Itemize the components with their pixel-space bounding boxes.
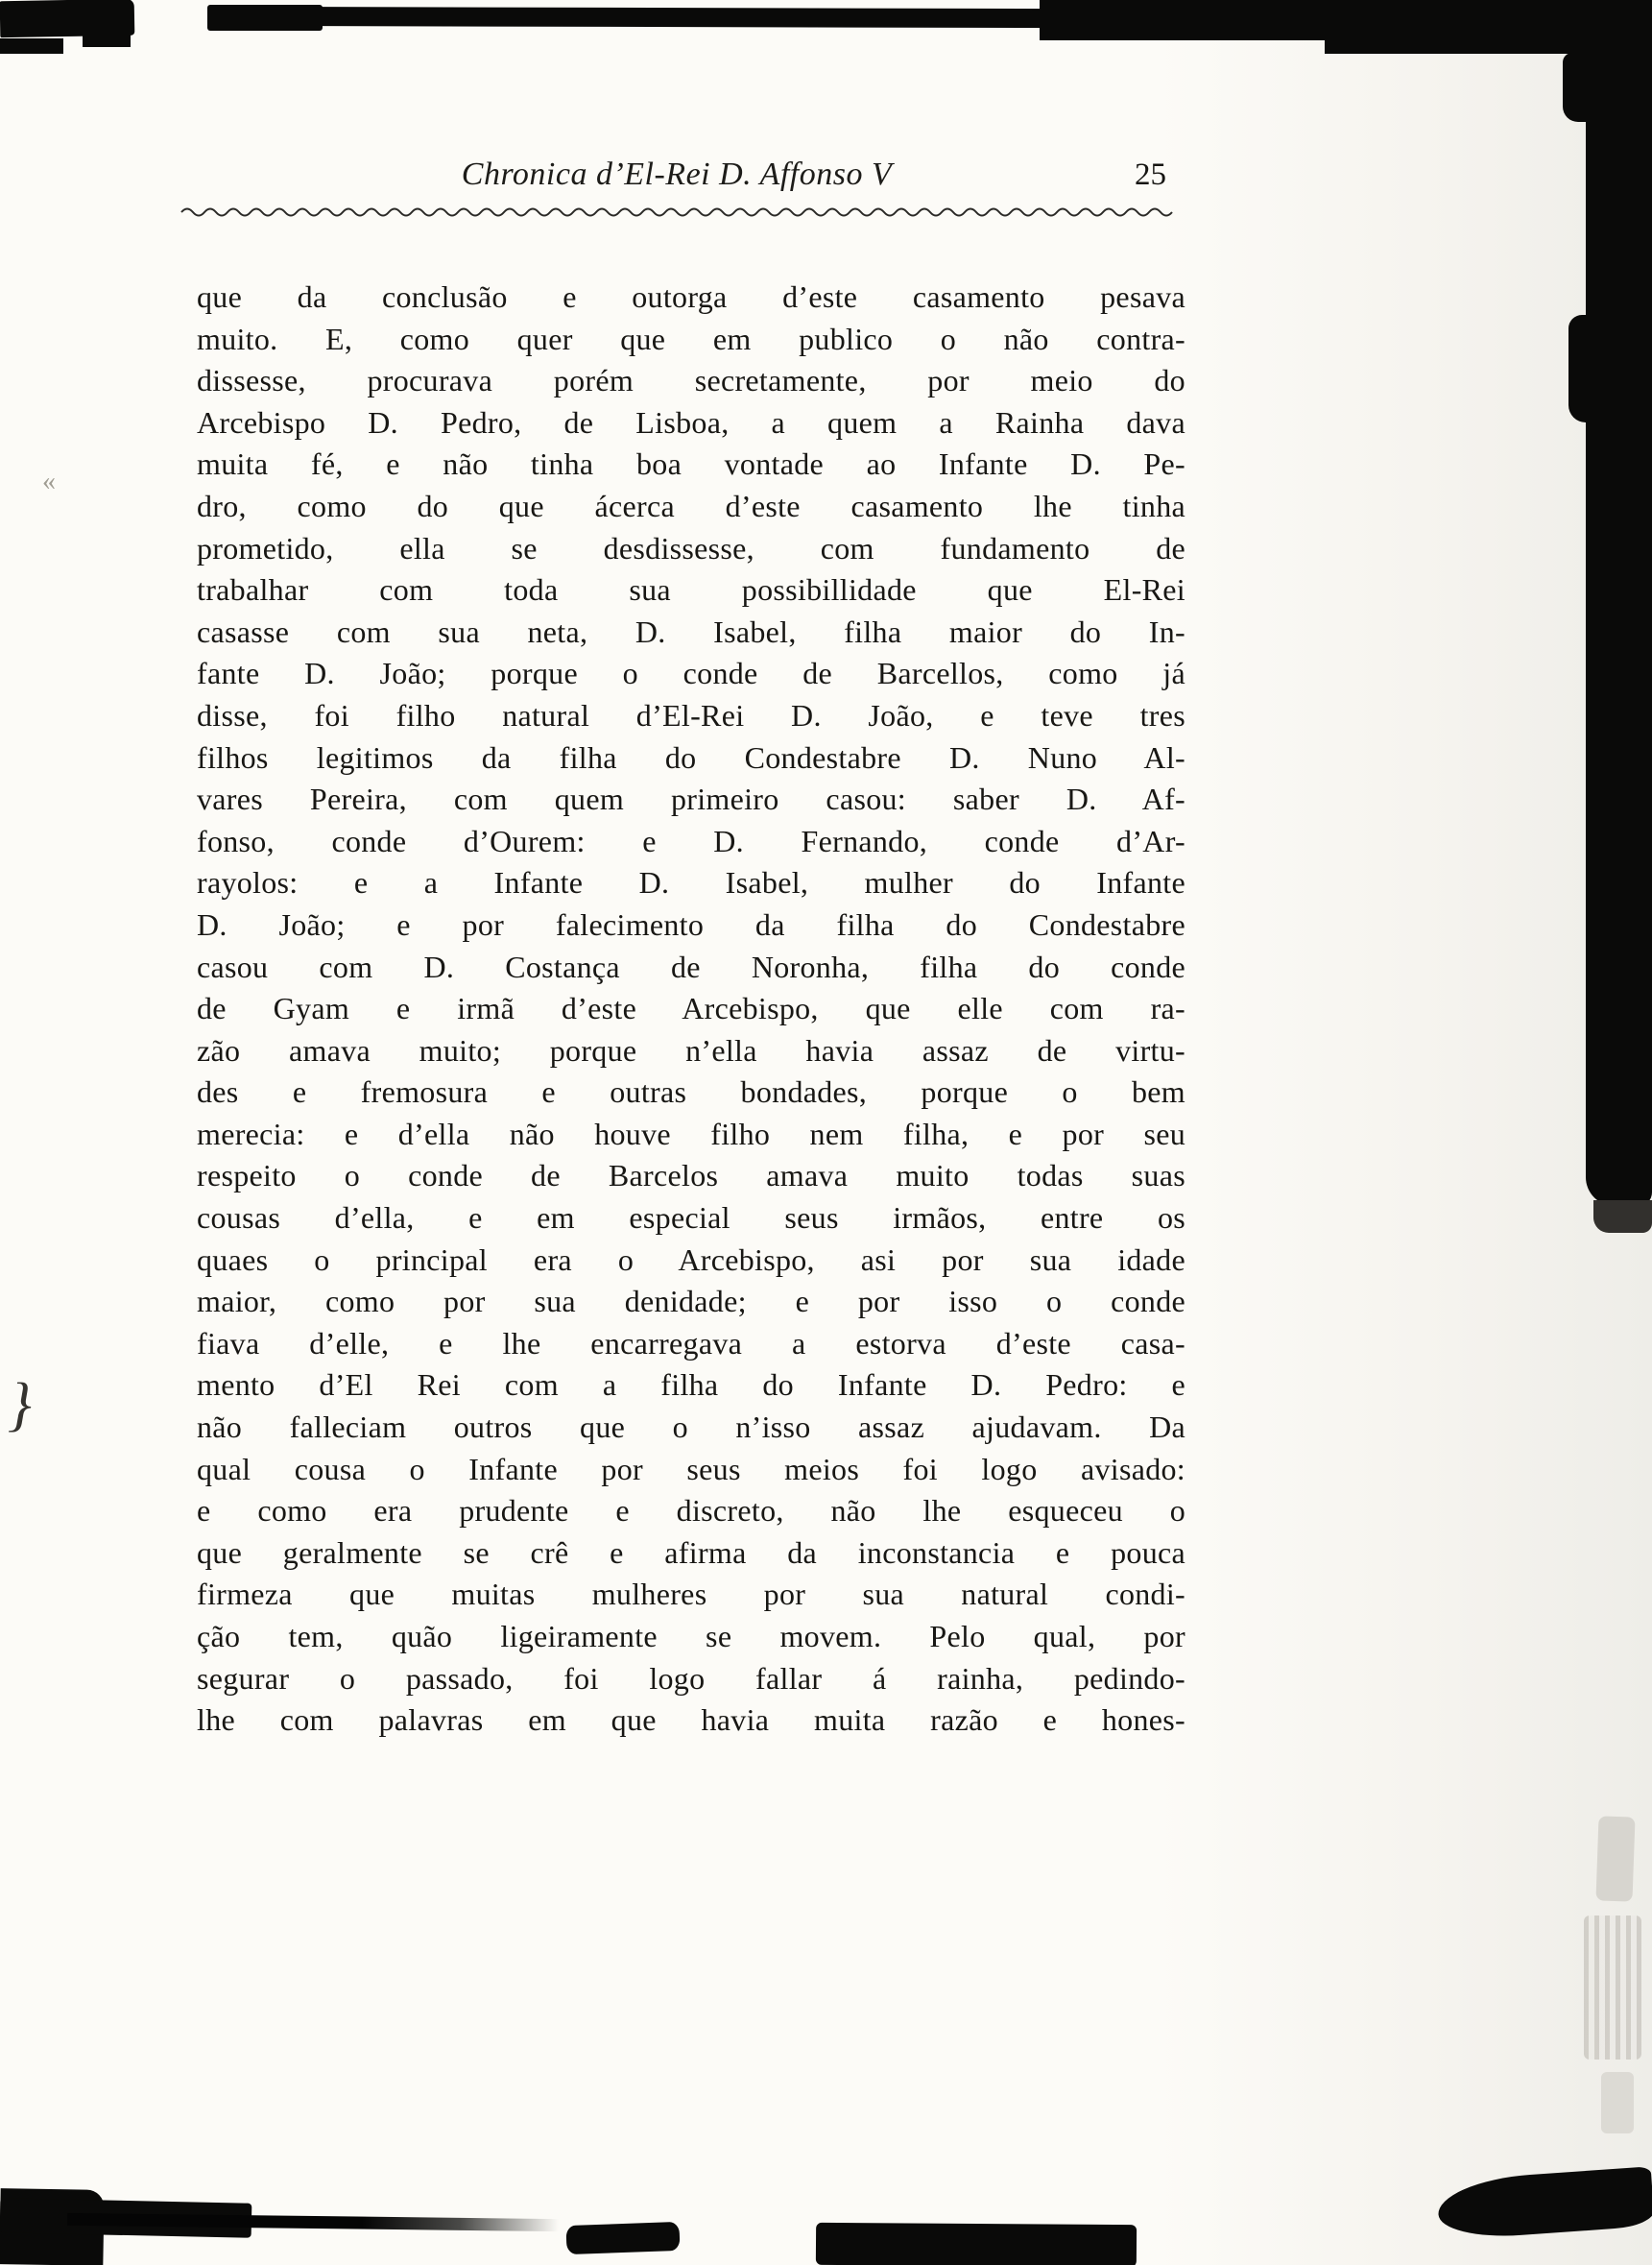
text-line: trabalhar com toda sua possibillidade que El-Rei xyxy=(197,572,1185,608)
text-line: que geralmente se crê e afirma da inconstancia e pouca xyxy=(197,1534,1185,1570)
wavy-rule-path xyxy=(181,209,1172,216)
page-number: 25 xyxy=(1135,157,1166,192)
text-line: filhos legitimos da filha do Condestabre D. Nuno Al- xyxy=(197,739,1185,775)
text-line: des e fremosura e outras bondades, porque o bem xyxy=(197,1074,1185,1110)
body-text xyxy=(197,277,1185,1742)
text-line: casou com D. Costança de Noronha, filha do conde xyxy=(197,949,1185,984)
text-line: dro, como do que ácerca d’este casamento lhe tinha xyxy=(197,488,1185,523)
scan-artifact-right-bump1 xyxy=(1563,53,1652,122)
text-line: merecia: e d’ella não houve filho nem filha, e por seu xyxy=(197,1116,1185,1151)
scan-artifact-bottom-corner-swoosh xyxy=(1436,2166,1652,2240)
scan-artifact-grey-streak1 xyxy=(1595,1816,1635,1901)
scan-artifact-top-right xyxy=(1040,0,1652,40)
text-line: cousas d’ella, e em especial seus irmãos, entre os xyxy=(197,1200,1185,1236)
scan-artifact-grey-streak2 xyxy=(1584,1916,1641,2060)
text-line: de Gyam e irmã d’este Arcebispo, que elle com ra- xyxy=(197,991,1185,1026)
scan-artifact-right-column xyxy=(1586,0,1652,1206)
scan-artifact-top-left-step xyxy=(0,38,63,54)
text-line: e como era prudente e discreto, não lhe esqueceu o xyxy=(197,1493,1185,1529)
scan-artifact-top-left xyxy=(0,0,134,37)
scan-artifact-grey-streak3 xyxy=(1601,2072,1634,2133)
margin-brace-mark: } xyxy=(8,1372,32,1437)
running-title: Chronica d’El-Rei D. Affonso V xyxy=(461,157,893,192)
scan-artifact-top-bar xyxy=(207,7,1067,28)
scan-artifact-right-bump2 xyxy=(1568,315,1652,422)
page-header xyxy=(187,152,1166,198)
text-line: casasse com sua neta, D. Isabel, filha maior do In- xyxy=(197,614,1185,649)
margin-quote-mark: « xyxy=(42,467,56,496)
wavy-rule xyxy=(180,204,1173,221)
scan-artifact-bottom-center-blob xyxy=(566,2222,681,2254)
text-line: qual cousa o Infante por seus meios foi logo avisado: xyxy=(197,1451,1185,1486)
scan-artifact-top-bar-start xyxy=(207,5,323,31)
text-line: não falleciam outros que o n’isso assaz ajudavam. Da xyxy=(197,1410,1185,1445)
scan-artifact-bottom-right-band xyxy=(816,2223,1137,2265)
text-line: respeito o conde de Barcelos amava muito todas suas xyxy=(197,1158,1185,1193)
text-line: fiava d’elle, e lhe encarregava a estorva d’este casa- xyxy=(197,1325,1185,1361)
scan-artifact-top-left-step2 xyxy=(83,35,131,47)
text-line: maior, como por sua denidade; e por isso o conde xyxy=(197,1284,1185,1319)
text-line: D. João; e por falecimento da filha do Condestabre xyxy=(197,906,1185,942)
scan-artifact-right-column-tail xyxy=(1593,1200,1652,1233)
text-line: Arcebispo D. Pedro, de Lisboa, a quem a Rainha dava xyxy=(197,404,1185,440)
text-line: firmeza que muitas mulheres por sua natural condi- xyxy=(197,1577,1185,1612)
text-line: rayolos: e a Infante D. Isabel, mulher do Infante xyxy=(197,865,1185,901)
text-line: vares Pereira, com quem primeiro casou: saber D. Af- xyxy=(197,782,1185,817)
text-line: fonso, conde d’Ourem: e D. Fernando, conde d’Ar- xyxy=(197,823,1185,858)
text-line: segurar o passado, foi logo fallar á rainha, pedindo- xyxy=(197,1660,1185,1696)
text-line: dissesse, procurava porém secretamente, por meio do xyxy=(197,363,1185,398)
text-line: mento d’El Rei com a filha do Infante D. Pedro: e xyxy=(197,1367,1185,1403)
text-line: prometido, ella se desdissesse, com fundamento de xyxy=(197,530,1185,566)
text-line: muita fé, e não tinha boa vontade ao Infante D. Pe- xyxy=(197,446,1185,482)
text-line: ção tem, quão ligeiramente se movem. Pelo qual, por xyxy=(197,1619,1185,1653)
text-line: zão amava muito; porque n’ella havia assaz de virtu- xyxy=(197,1032,1185,1068)
text-line: disse, foi filho natural d’El-Rei D. João, e teve tres xyxy=(197,697,1185,733)
text-line: que da conclusão e outorga d’este casamento pesava xyxy=(197,279,1185,314)
text-line: lhe com palavras em que havia muita razão e hones- xyxy=(197,1702,1185,1738)
text-line: fante D. João; porque o conde de Barcellos, como já xyxy=(197,656,1185,691)
text-line: quaes o principal era o Arcebispo, asi por sua idade xyxy=(197,1241,1185,1277)
text-line: muito. E, como quer que em publico o não contra- xyxy=(197,321,1185,356)
